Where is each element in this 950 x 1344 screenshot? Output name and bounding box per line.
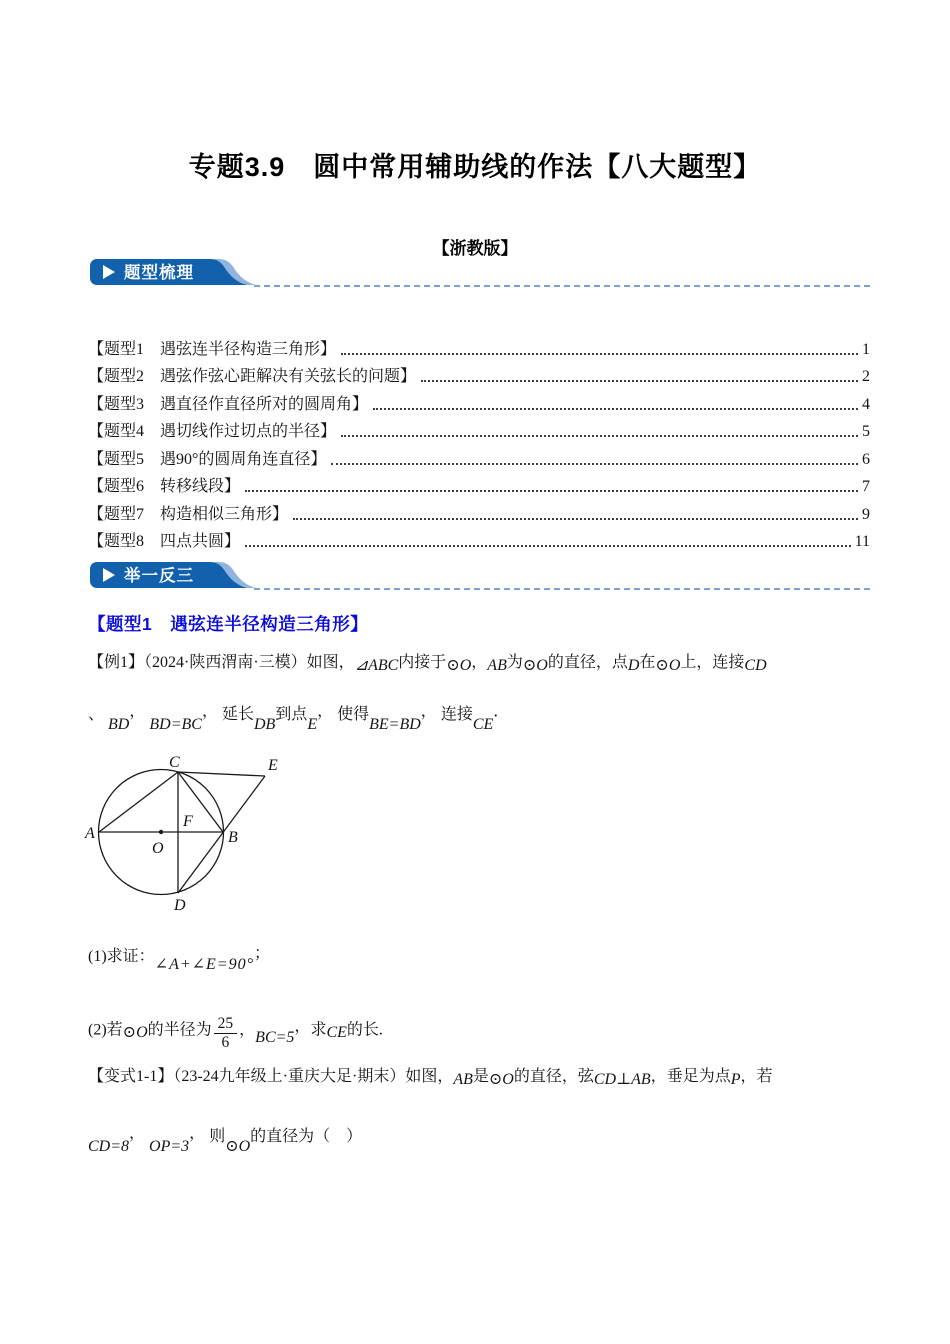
badge-shape	[88, 257, 258, 287]
toc-item	[88, 414, 870, 442]
toc-item	[88, 524, 870, 552]
text-segment: 延长	[221, 706, 254, 723]
segment-CE	[178, 772, 265, 776]
outline-section-badge	[88, 257, 258, 287]
math-segment: ⊿ABC	[354, 657, 399, 674]
toc-page-number: 9	[862, 505, 870, 523]
text-segment: ，	[129, 703, 146, 720]
toc-label: 【题型3 遇直径作直径所对的圆周角】	[88, 395, 369, 413]
math-segment: ⊙O	[522, 657, 548, 674]
text-segment: ，	[420, 703, 437, 720]
math-segment: ⊙O	[122, 1024, 148, 1042]
toc-item	[88, 359, 870, 387]
point-label-D: D	[174, 897, 186, 914]
toc-label: 【题型1 遇弦连半径构造三角形】	[88, 340, 337, 358]
text-segment: 【例1】（2024·陕西渭南·三模）如图，	[88, 654, 355, 671]
text-segment: 连接	[440, 706, 473, 723]
example1-line2	[88, 703, 510, 733]
point-label-E: E	[268, 757, 278, 774]
text-segment: ，	[239, 1021, 256, 1039]
text-segment: (2)若	[88, 1021, 123, 1039]
math-segment: OP=3	[149, 1138, 190, 1155]
toc-item	[88, 496, 870, 524]
toc-label: 【题型7 构造相似三角形】	[88, 505, 289, 523]
math-segment: CE	[326, 1024, 347, 1042]
badge-label: 举一反三	[124, 567, 194, 585]
text-segment: 为	[506, 654, 523, 671]
toc-label: 【题型8 四点共圆】	[88, 533, 241, 550]
toc-page-number: 6	[862, 450, 870, 468]
math-segment: E	[307, 716, 318, 733]
fraction-denominator: 6	[221, 1034, 230, 1052]
practice-section-badge	[88, 560, 258, 590]
segment-AC	[99, 772, 178, 832]
point-label-A: A	[85, 825, 95, 842]
toc-page-number: 5	[862, 423, 870, 440]
variant1-line1	[88, 1066, 773, 1088]
text-segment: 求	[310, 1021, 327, 1039]
badge-shape	[88, 560, 258, 590]
toc-label: 【题型4 遇切线作过切点的半径】	[88, 423, 337, 440]
text-segment: 内接于	[398, 654, 447, 671]
table-of-contents	[88, 331, 870, 551]
toc-item	[88, 441, 870, 469]
math-segment: ⊙O	[446, 657, 472, 674]
text-segment: ，	[471, 654, 488, 671]
toc-page-number: 11	[854, 533, 870, 550]
text-segment: 的长.	[346, 1021, 383, 1039]
math-segment: BC=5	[255, 1029, 295, 1047]
toc-dot-leader	[341, 435, 858, 437]
toc-dot-leader	[373, 408, 858, 410]
toc-label: 【题型6 转移线段】	[88, 478, 241, 495]
example1-line1	[88, 652, 767, 674]
math-segment: AB	[487, 657, 507, 674]
text-segment: ，	[317, 703, 334, 720]
dashed-divider	[254, 285, 870, 287]
math-segment: ⊙O	[225, 1138, 251, 1155]
point-label-B: B	[228, 829, 238, 846]
math-segment: AB	[453, 1071, 473, 1088]
toc-page-number: 1	[862, 340, 870, 358]
example1-part2	[88, 1016, 383, 1052]
toc-dot-leader	[341, 353, 858, 355]
text-segment: (1)求证：	[88, 948, 155, 965]
center-point-O	[159, 830, 163, 834]
example1-figure	[84, 752, 284, 917]
toc-dot-leader	[421, 380, 858, 382]
example1-part1	[88, 945, 271, 973]
text-segment: 使得	[337, 706, 370, 723]
text-segment: 上，连接	[680, 654, 745, 671]
text-segment: 【变式1-1】（23-24九年级上·重庆大足·期末）如图，	[88, 1068, 454, 1085]
text-segment: 的直径，点	[547, 654, 628, 671]
fraction-numerator: 25	[214, 1016, 238, 1034]
toc-label: 【题型5 遇90°的圆周角连直径】	[88, 450, 327, 468]
math-segment: CD⊥AB	[593, 1071, 651, 1088]
text-segment: 的直径，弦	[513, 1068, 594, 1085]
toc-item	[88, 331, 870, 359]
math-segment: D	[627, 657, 640, 674]
text-segment: ；	[254, 945, 271, 962]
point-label-F: F	[183, 813, 193, 830]
point-label-C: C	[169, 754, 180, 771]
text-segment: ．	[493, 703, 510, 720]
toc-dot-leader	[293, 518, 858, 520]
math-segment: ∠A+∠E=90°	[154, 956, 255, 973]
text-segment: 到点	[275, 706, 308, 723]
toc-dot-leader	[245, 490, 858, 492]
math-segment: BE=BD	[369, 716, 421, 733]
text-segment: ，	[201, 703, 218, 720]
math-segment: CD	[744, 657, 767, 674]
math-segment: P	[730, 1071, 741, 1088]
text-segment: ，若	[740, 1068, 773, 1085]
toc-dot-leader	[331, 463, 858, 465]
text-segment: ，	[189, 1125, 206, 1142]
text-segment: 的直径为（ ）	[250, 1128, 363, 1145]
text-segment: ，	[129, 1125, 146, 1142]
math-segment: ⊙O	[655, 657, 681, 674]
toc-item	[88, 386, 870, 414]
toc-item	[88, 469, 870, 497]
segment-DE	[178, 776, 265, 893]
text-segment: 在	[639, 654, 656, 671]
toc-page-number: 7	[862, 478, 870, 495]
math-segment: DB	[253, 716, 276, 733]
text-segment: ，垂足为点	[650, 1068, 731, 1085]
toc-dot-leader	[245, 545, 851, 547]
page-title: 专题3.9 圆中常用辅助线的作法【八大题型】	[188, 152, 762, 182]
type1-heading: 【题型1 遇弦连半径构造三角形】	[88, 614, 369, 634]
toc-page-number: 2	[862, 368, 870, 385]
text-segment: 、	[88, 706, 105, 723]
toc-page-number: 4	[862, 395, 870, 413]
text-segment: 的半径为	[147, 1021, 212, 1039]
dashed-divider	[254, 588, 870, 590]
math-segment: CE	[472, 716, 494, 733]
fraction	[212, 1016, 240, 1052]
variant1-line2	[88, 1125, 363, 1155]
text-segment: ，	[294, 1018, 311, 1036]
math-segment: BD=BC	[149, 716, 202, 733]
math-segment: ⊙O	[488, 1071, 514, 1088]
math-segment: CD=8	[88, 1138, 130, 1155]
math-segment: BD	[108, 716, 130, 733]
text-segment: 是	[472, 1068, 489, 1085]
edition-label: 【浙教版】	[432, 239, 518, 258]
badge-label: 题型梳理	[124, 264, 194, 282]
toc-label: 【题型2 遇弦作弦心距解决有关弦长的问题】	[88, 368, 417, 385]
text-segment: 则	[209, 1128, 226, 1145]
point-label-O: O	[152, 840, 164, 857]
